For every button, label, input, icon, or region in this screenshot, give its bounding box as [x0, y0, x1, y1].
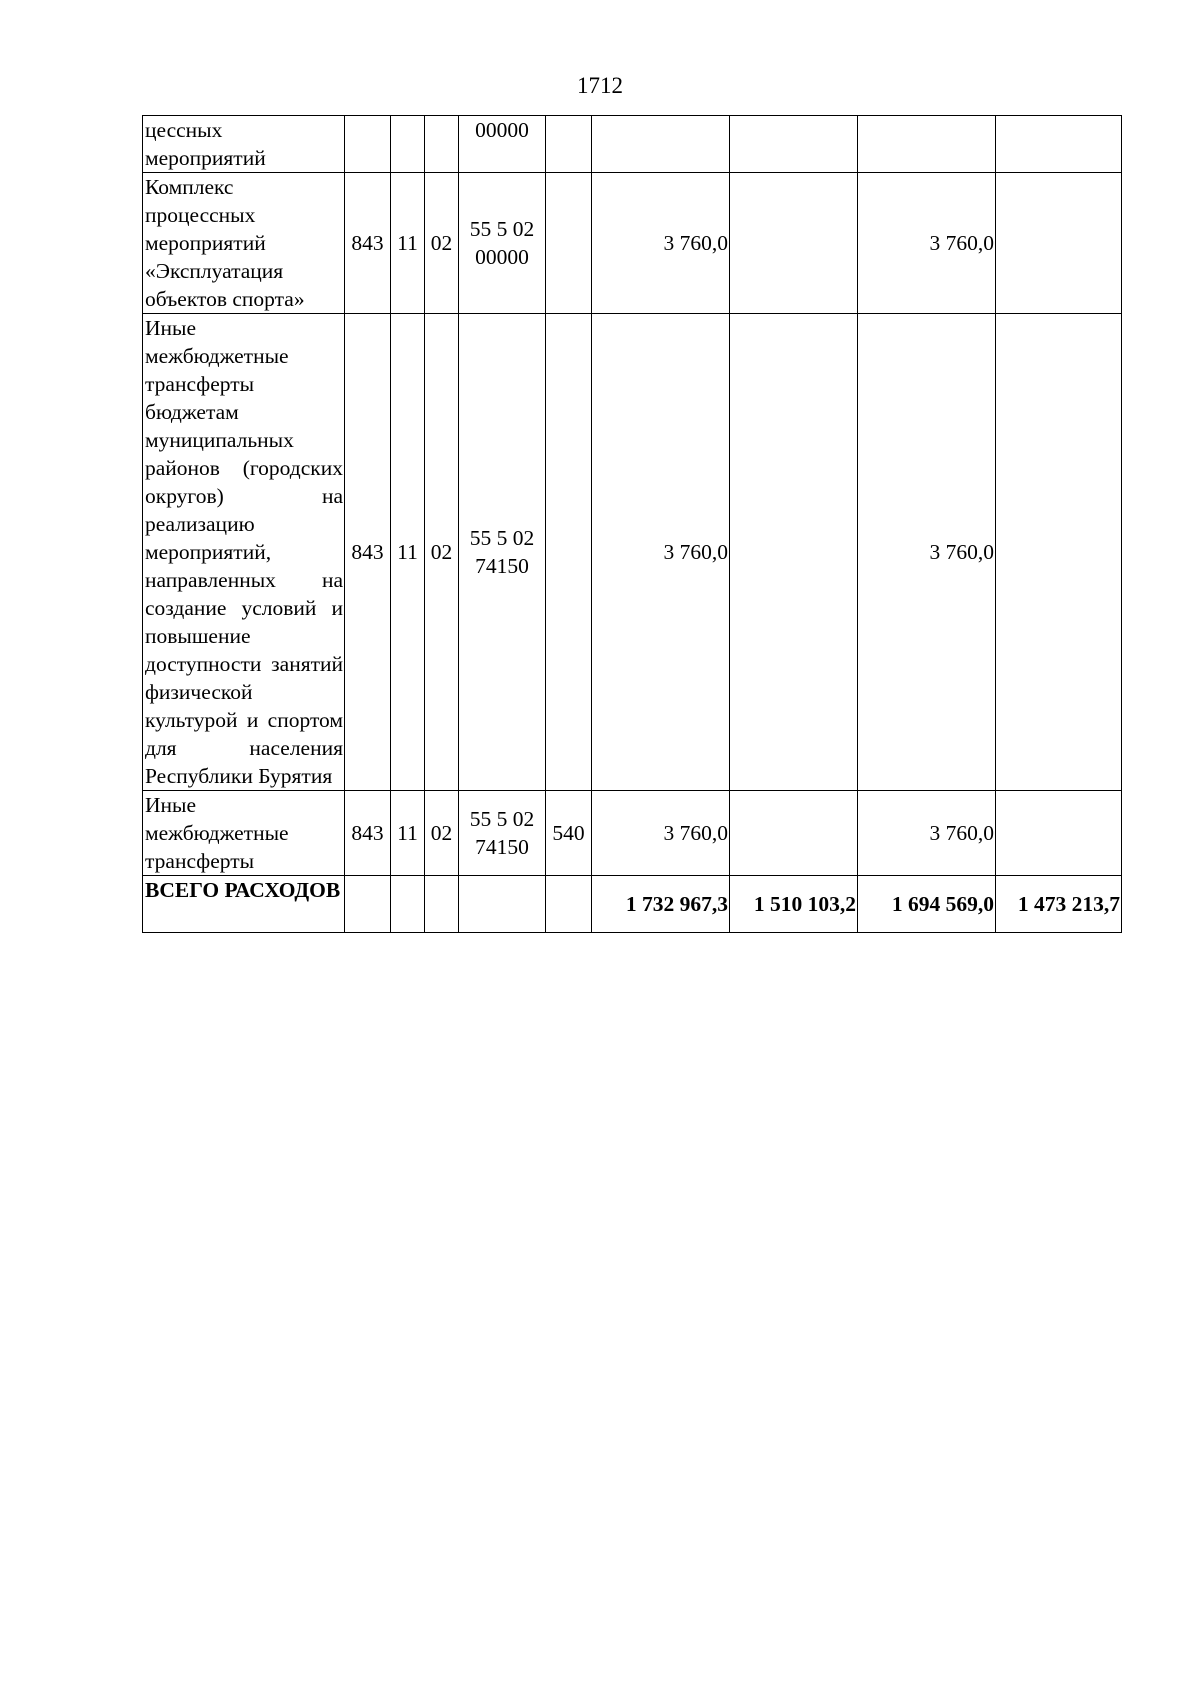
expense-type-code [546, 173, 592, 314]
expense-type-code: 540 [546, 791, 592, 876]
total-label: ВСЕГО РАСХОДОВ [143, 876, 345, 933]
subsection-code: 02 [425, 791, 459, 876]
page-number: 1712 [577, 73, 623, 98]
amount-col-4 [996, 791, 1122, 876]
ved-code: 843 [345, 173, 391, 314]
target-article-code: 00000 [459, 116, 546, 173]
amount-col-4 [996, 314, 1122, 791]
amount-col-2 [730, 173, 858, 314]
amount-col-3: 3 760,0 [858, 173, 996, 314]
expense-type-code [546, 314, 592, 791]
section-code: 11 [391, 791, 425, 876]
amount-col-2 [730, 116, 858, 173]
ved-code [345, 876, 391, 933]
expense-type-code [546, 876, 592, 933]
amount-col-3: 3 760,0 [858, 791, 996, 876]
amount-col-3: 3 760,0 [858, 314, 996, 791]
expense-type-code [546, 116, 592, 173]
ved-code: 843 [345, 791, 391, 876]
total-amount-col-1: 1 732 967,3 [592, 876, 730, 933]
budget-table [142, 115, 1122, 933]
subsection-code: 02 [425, 173, 459, 314]
total-amount-col-4: 1 473 213,7 [996, 876, 1122, 933]
target-article-code: 55 5 02 74150 [459, 791, 546, 876]
table-row [143, 116, 1122, 173]
section-code: 11 [391, 314, 425, 791]
target-article-code: 55 5 02 00000 [459, 173, 546, 314]
amount-col-4 [996, 173, 1122, 314]
section-code [391, 876, 425, 933]
amount-col-1: 3 760,0 [592, 173, 730, 314]
row-name: цессных мероприятий [143, 116, 345, 173]
ved-code [345, 116, 391, 173]
ved-code: 843 [345, 314, 391, 791]
target-article-code [459, 876, 546, 933]
row-name: Иные межбюджетные трансферты бюджетам муниципальных районов (городских округов) на реализацию мероприятий, направленных на создание условий и повышение доступности занятий физической культурой и спортом для населения Республики Бурятия [143, 314, 345, 791]
amount-col-2 [730, 314, 858, 791]
amount-col-1: 3 760,0 [592, 314, 730, 791]
table-row [143, 173, 1122, 314]
amount-col-4 [996, 116, 1122, 173]
amount-col-3 [858, 116, 996, 173]
total-row [143, 876, 1122, 933]
row-name: Комплекс процессных мероприятий «Эксплуатация объектов спорта» [143, 173, 345, 314]
subsection-code [425, 116, 459, 173]
amount-col-1 [592, 116, 730, 173]
subsection-code [425, 876, 459, 933]
section-code [391, 116, 425, 173]
table-row [143, 791, 1122, 876]
subsection-code: 02 [425, 314, 459, 791]
row-name: Иные межбюджетные трансферты [143, 791, 345, 876]
section-code: 11 [391, 173, 425, 314]
total-amount-col-3: 1 694 569,0 [858, 876, 996, 933]
amount-col-1: 3 760,0 [592, 791, 730, 876]
total-amount-col-2: 1 510 103,2 [730, 876, 858, 933]
table-row [143, 314, 1122, 791]
amount-col-2 [730, 791, 858, 876]
target-article-code: 55 5 02 74150 [459, 314, 546, 791]
